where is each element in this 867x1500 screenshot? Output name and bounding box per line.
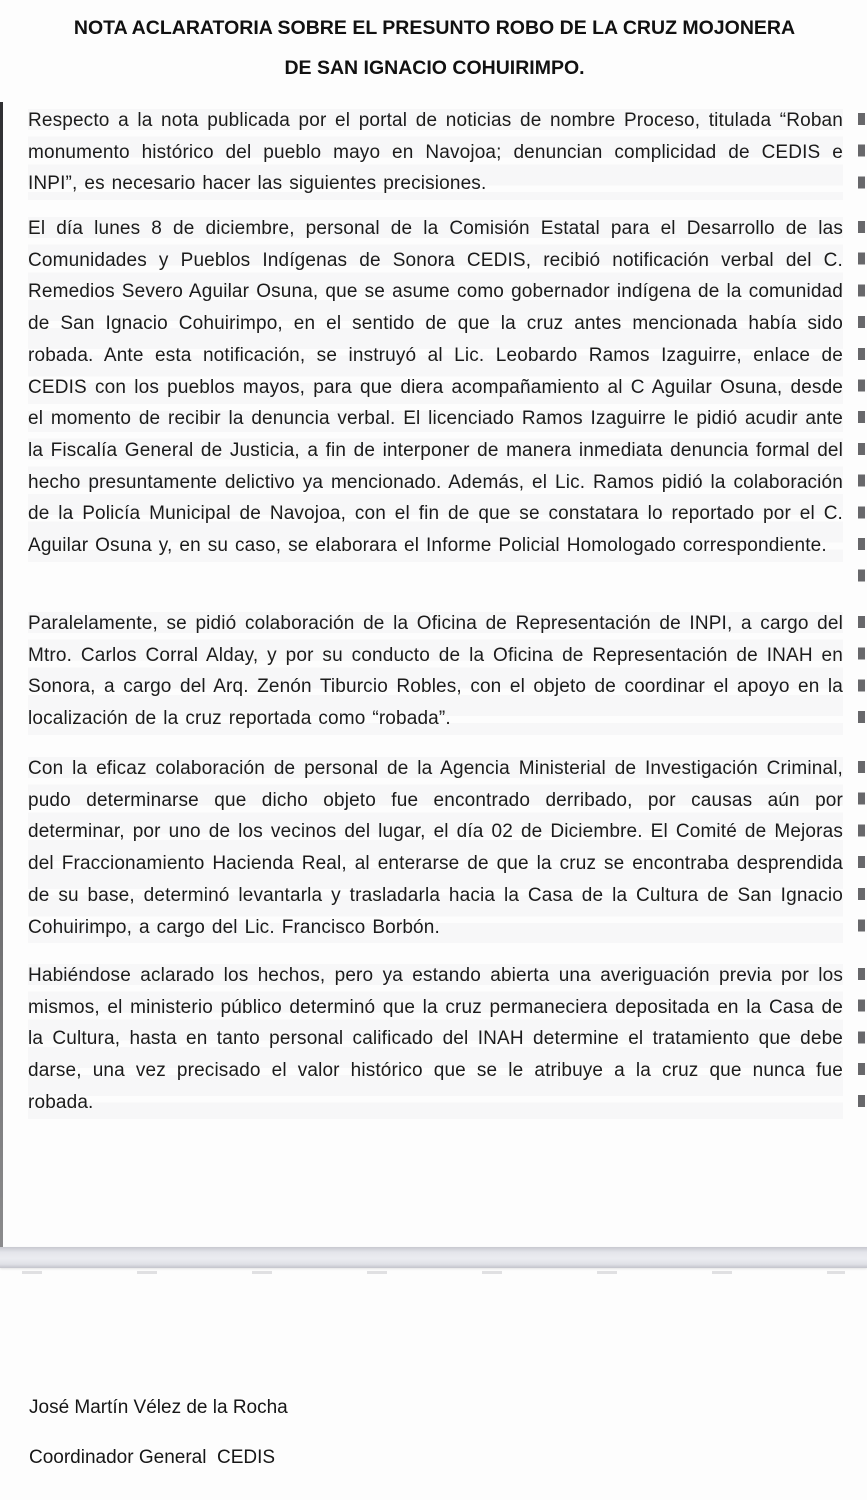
title-line-1: NOTA ACLARATORIA SOBRE EL PRESUNTO ROBO DE LA CRUZ MOJONERA xyxy=(73,17,796,39)
page-seam-band xyxy=(0,1247,867,1268)
signature-role: Coordinador General CEDIS xyxy=(29,1447,276,1468)
paragraph-denuncia-cedis: El día lunes 8 de diciembre, personal de la Comisión Estatal para el Desarrollo de las Comunidades y Pueblos Indígenas de Sonora CEDIS, recibió notificación verbal del C. Remedios Severo Aguilar Osuna, que se asume como gobernador indígena de la comunidad de San Ignacio Cohuirimpo, en el sentido de que la cruz antes mencionada había sido robada. Ante esta notificación, se instruyó al Lic. Leobardo Ramos Izaguirre, enlace de CEDIS con los pueblos mayos, para que diera acompañamiento al C Aguilar Osuna, desde el momento de recibir la denuncia verbal. El licenciado Ramos Izaguirre le pidió acudir ante la Fiscalía General de Justicia, a fin de interponer de manera inmediata denuncia formal del hecho presuntamente delictivo ya mencionado. Además, el Lic. Ramos pidió la colaboración de la Policía Municipal de Navojoa, con el fin de que se constatara lo reportado por el C. Aguilar Osuna y, en su caso, se elaborara el Informe Policial Homologado correspondiente. xyxy=(28,213,843,562)
document-title xyxy=(26,8,843,88)
scan-right-edge-marks-2 xyxy=(858,221,865,584)
signature-name: José Martín Vélez de la Rocha xyxy=(29,1397,288,1418)
scan-right-edge-marks-1 xyxy=(858,113,865,190)
page-seam-artifact-dashes xyxy=(22,1271,845,1274)
paragraph-hallazgo-cruz: Con la eficaz colaboración de personal de la Agencia Ministerial de Investigación Criminal, pudo determinarse que dicho objeto fue encontrado derribado, por causas aún por determinar, por uno de los vecinos del lugar, el día 02 de Diciembre. El Comité de Mejoras del Fraccionamiento Hacienda Real, al enterarse de que la cruz se encontraba desprendida de su base, determinó levantarla y trasladarla hacia la Casa de la Cultura de San Ignacio Cohuirimpo, a cargo del Lic. Francisco Borbón. xyxy=(28,753,843,943)
scan-right-edge-marks-3 xyxy=(858,616,865,725)
scan-right-edge-marks-4 xyxy=(858,761,865,934)
scan-right-edge-marks-5 xyxy=(858,968,865,1109)
paragraph-resolucion: Habiéndose aclarado los hechos, pero ya estando abierta una averiguación previa por los mismos, el ministerio público determinó que la cruz permaneciera depositada en la Casa de la Cultura, hasta en tanto personal calificado del INAH determine el tratamiento que debe darse, una vez precisado el valor histórico que se le atribuye a la cruz que nunca fue robada. xyxy=(28,960,843,1119)
paragraph-intro-proceso: Respecto a la nota publicada por el portal de noticias de nombre Proceso, titulada “Roban monumento histórico del pueblo mayo en Navojoa; denuncian complicidad de CEDIS e INPI”, es necesario hacer las siguientes precisiones. xyxy=(28,105,843,200)
scan-left-edge-line xyxy=(0,102,3,1247)
title-line-2: DE SAN IGNACIO COHUIRIMPO. xyxy=(284,57,585,79)
paragraph-inpi-inah: Paralelamente, se pidió colaboración de la Oficina de Representación de INPI, a cargo del Mtro. Carlos Corral Alday, y por su conducto de la Oficina de Representación de INAH en Sonora, a cargo del Arq. Zenón Tiburcio Robles, con el objeto de coordinar el apoyo en la localización de la cruz reportada como “robada”. xyxy=(28,608,843,735)
